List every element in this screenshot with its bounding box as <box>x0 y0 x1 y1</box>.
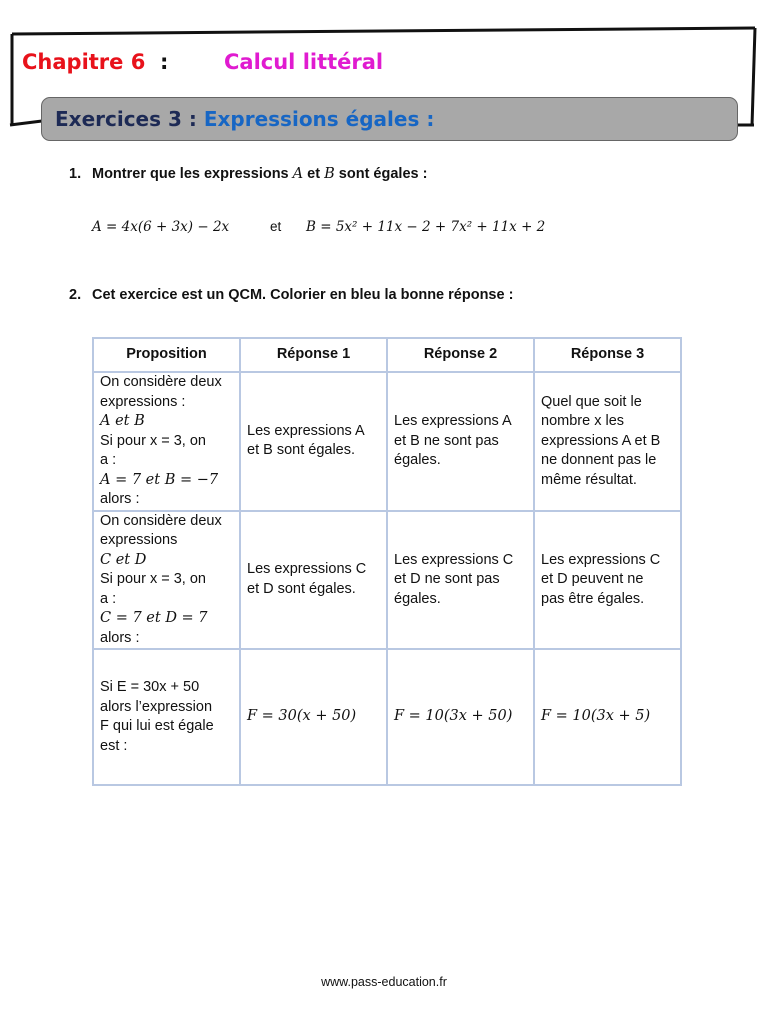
cell-line: A = 7 et B = −7 <box>100 471 219 488</box>
cell-line: Quel que soit le <box>541 393 642 410</box>
cell-line: pas être égales. <box>541 590 645 607</box>
cell-line: nombre x les <box>541 413 625 429</box>
cell-line: expressions : <box>100 393 186 410</box>
proposition-cell <box>93 649 240 785</box>
header-reponse-2: Réponse 2 <box>387 338 534 372</box>
answer-cell[interactable] <box>534 372 681 511</box>
exercise-label: Exercices 3 : <box>55 107 197 131</box>
cell-line: alors : <box>100 629 140 646</box>
cell-line: On considère deux <box>100 512 222 529</box>
cell-line: A et B <box>100 413 145 429</box>
answer-cell[interactable] <box>240 511 387 650</box>
cell-line: Si E = 30x + 50 <box>100 679 200 695</box>
cell-line: a : <box>100 590 117 607</box>
cell-line: alors : <box>100 491 140 507</box>
answer-cell[interactable] <box>387 511 534 650</box>
question-1 <box>69 166 427 182</box>
cell-line: et D peuvent ne <box>541 571 644 587</box>
cell-line: F = 30(x + 50) <box>247 708 357 725</box>
cell-line: est : <box>100 737 128 754</box>
cell-line: Les expressions C <box>394 551 514 568</box>
cell-line: égales. <box>394 452 441 468</box>
header-reponse-3: Réponse 3 <box>534 338 681 372</box>
cell-line: On considère deux <box>100 374 222 390</box>
answer-cell[interactable] <box>387 649 534 785</box>
cell-line: et D sont égales. <box>247 580 356 597</box>
cell-line: Les expressions C <box>247 561 367 578</box>
header-reponse-1: Réponse 1 <box>240 338 387 372</box>
cell-line: C = 7 et D = 7 <box>100 610 208 626</box>
table-row <box>93 511 681 650</box>
answer-cell[interactable] <box>534 649 681 785</box>
table-header-row <box>93 338 681 372</box>
cell-line: Les expressions A <box>394 413 512 429</box>
question-1-var-a: A <box>292 166 304 182</box>
cell-line: Si pour x = 3, on <box>100 432 206 449</box>
question-2-text: Cet exercice est un QCM. Colorier en bleu la bonne réponse : <box>92 287 514 303</box>
cell-line: expressions A et B <box>541 432 661 449</box>
qcm-table <box>92 337 682 786</box>
cell-line: a : <box>100 452 117 468</box>
expressions-and: et <box>270 219 282 234</box>
cell-line: Les expressions A <box>247 422 365 439</box>
cell-line: ne donnent pas le <box>541 452 657 468</box>
cell-line: et D ne sont pas <box>394 571 500 587</box>
question-1-text-before: Montrer que les expressions <box>92 166 289 182</box>
table-row <box>93 372 681 511</box>
cell-line: expressions <box>100 532 178 548</box>
cell-line: et B sont égales. <box>247 442 356 459</box>
answer-cell[interactable] <box>387 372 534 511</box>
cell-line: F = 10(3x + 5) <box>541 708 651 725</box>
proposition-cell <box>93 372 240 511</box>
question-2-number: 2. <box>69 287 82 303</box>
cell-line: Les expressions C <box>541 551 661 568</box>
expression-a: A = 4x(6 + 3x) − 2x <box>92 219 230 235</box>
answer-cell[interactable] <box>534 511 681 650</box>
question-1-var-b: B <box>324 166 335 182</box>
question-1-and: et <box>307 166 321 182</box>
chapter-title: Calcul littéral <box>224 50 384 74</box>
answer-cell[interactable] <box>240 372 387 511</box>
answer-cell[interactable] <box>240 649 387 785</box>
question-1-text-after: sont égales : <box>338 166 428 182</box>
cell-line: Si pour x = 3, on <box>100 571 206 587</box>
chapter-colon: : <box>160 50 169 74</box>
table-row <box>93 649 681 785</box>
cell-line: F qui lui est égale <box>100 718 214 734</box>
footer-url: www.pass-education.fr <box>321 975 447 989</box>
proposition-cell <box>93 511 240 650</box>
cell-line: et B ne sont pas <box>394 432 499 449</box>
exercise-banner <box>41 97 738 141</box>
question-2 <box>69 287 513 303</box>
expression-b: B = 5x² + 11x − 2 + 7x² + 11x + 2 <box>306 219 546 235</box>
cell-line: même résultat. <box>541 471 637 488</box>
cell-line: C et D <box>100 551 147 568</box>
cell-line: alors l’expression <box>100 698 213 715</box>
cell-line: égales. <box>394 590 441 607</box>
chapter-label: Chapitre 6 <box>22 50 146 74</box>
header-proposition: Proposition <box>93 338 240 372</box>
exercise-title: Expressions égales : <box>203 107 435 131</box>
question-1-number: 1. <box>69 166 82 182</box>
cell-line: F = 10(3x + 50) <box>394 708 513 725</box>
